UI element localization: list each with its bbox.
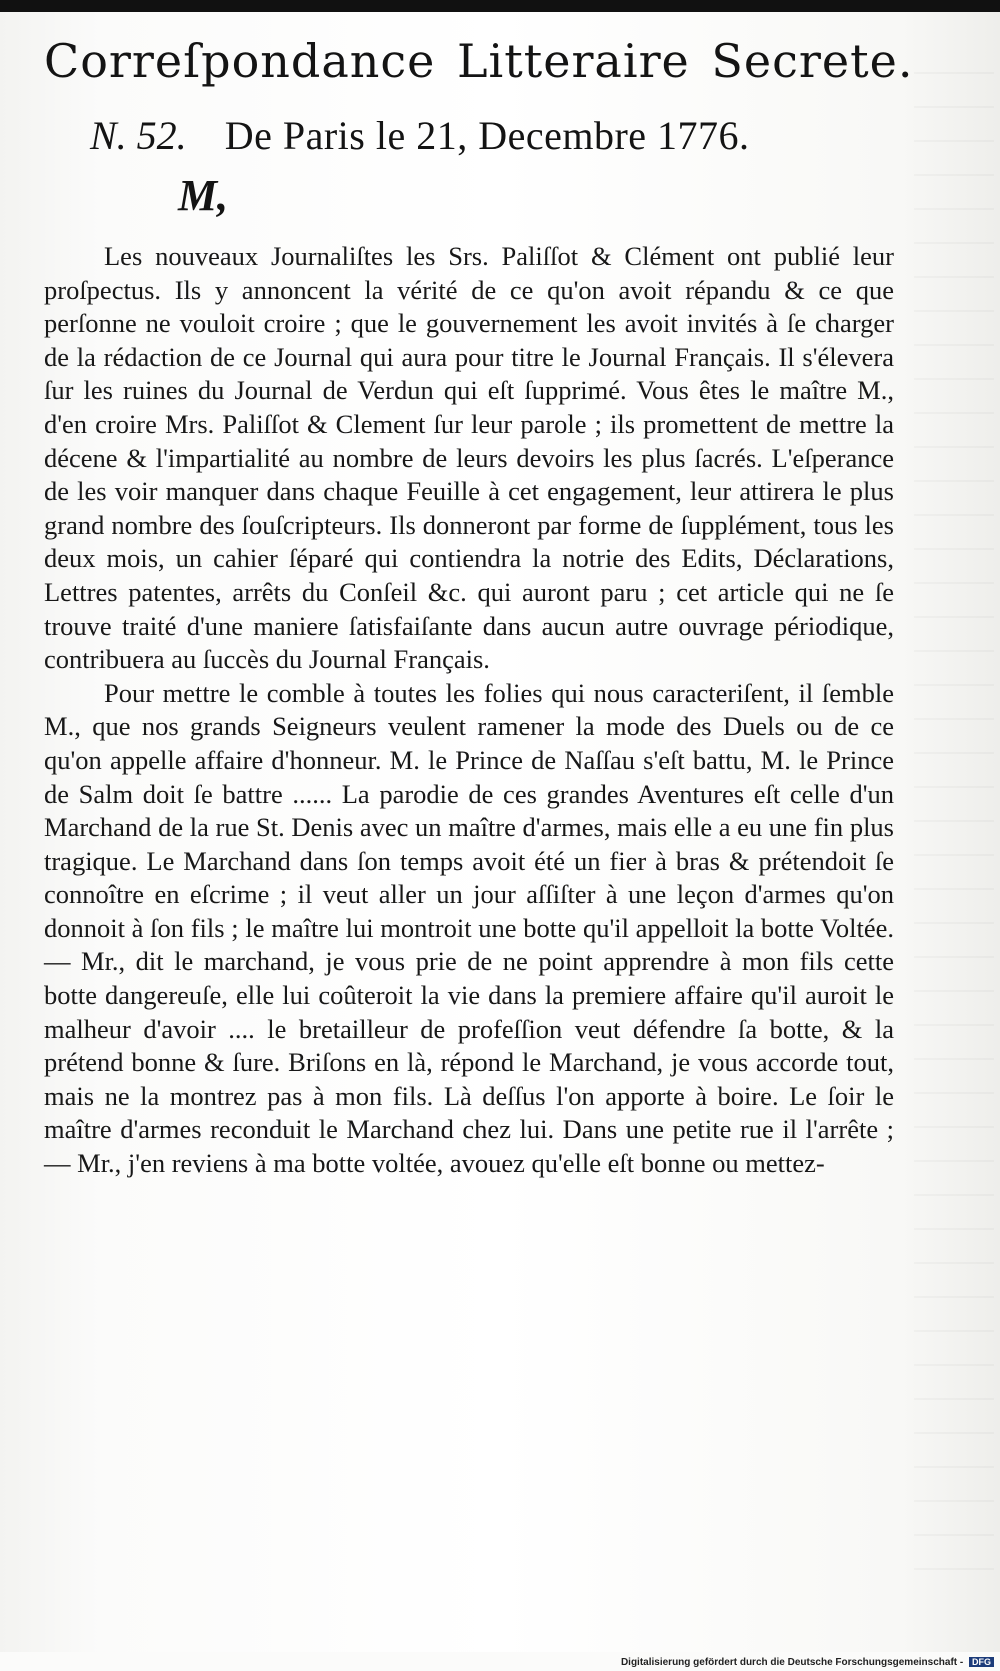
paragraph-journal-francais: Les nouveaux Journaliſtes les Srs. Paliſſot & Clément ont publié leur proſpectus. Ils y annoncent la vérité de ce qu'on avoit répandu & ce que perſonne ne vouloit croire ; que le gouvernement les avoit invités à ſe charger de la rédaction de ce Journal qui aura pour titre le Journal Français. Il s'élevera ſur les ruines du Journal de Verdun qui eſt ſupprimé. Vous êtes le maître M., d'en croire Mrs. Paliſſot & Clement ſur leur parole ; ils promettent de mettre la décene & l'impartialité au nombre de leurs devoirs les plus ſacrés. L'eſperance de les voir manquer dans chaque Feuille à cet engagement, leur attirera le plus grand nombre des ſouſcripteurs. Ils donneront par forme de ſupplément, tous les deux mois, un cahier ſéparé qui contiendra la notrie des Edits, Déclarations, Lettres patentes, arrêts du Conſeil &c. qui auront paru ; cet article qui ne ſe trouve traité d'une maniere ſatisfaiſante dans aucun autre ouvrage périodique, contribuera au ſuccès du Journal Français.: [44, 241, 894, 675]
newsletter-page: [0, 12, 1000, 1652]
digitization-credit: [621, 1657, 994, 1668]
salutation: M,: [178, 171, 229, 220]
credit-text: Digitalisierung gefördert durch die Deutsche Forschungsgemeinschaft -: [620, 1657, 964, 1668]
dfg-logo: DFG: [969, 1657, 994, 1667]
issue-number: N. 52.: [90, 113, 187, 158]
scan-top-border: [0, 0, 1000, 12]
issue-dateline: [90, 112, 890, 159]
place-and-date: De Paris le 21, Decembre 1776.: [224, 113, 750, 158]
article-body: [44, 240, 894, 1181]
bleed-through-shadow: [914, 72, 994, 1572]
masthead-title: Correſpondance Litteraire Secrete.: [44, 34, 914, 88]
paragraph-duels: Pour mettre le comble à toutes les folies qui nous caracteriſent, il ſemble M., que nos grands Seigneurs veulent ramener la mode des Duels ou de ce qu'on appelle affaire d'honneur. M. le Prince de Naſſau s'eſt battu, M. le Prince de Salm doit ſe battre ...... La parodie de ces grandes Aventures eſt celle d'un Marchand de la rue St. Denis avec un maître d'armes, mais elle a eu une fin plus tragique. Le Marchand dans ſon temps avoit été un fier à bras & prétendoit ſe connoître en eſcrime ; il veut aller un jour aſſiſter à une leçon d'armes qu'on donnoit à ſon fils ; le maître lui montroit une botte qu'il appelloit la botte Voltée. — Mr., dit le marchand, je vous prie de ne point apprendre à mon fils cette botte dangereuſe, elle lui coûteroit la vie dans la premiere affaire qu'il auroit le malheur d'avoir .... le bretailleur de profeſſion veut défendre ſa botte, & la prétend bonne & ſure. Briſons en là, répond le Marchand, je vous accorde tout, mais ne la montrez pas à mon fils. Là deſſus l'on apporte à boire. Le ſoir le maître d'armes reconduit le Marchand chez lui. Dans une petite rue il l'arrête ; — Mr., j'en reviens à ma botte voltée, avouez qu'elle eſt bonne ou mettez-: [44, 677, 894, 1179]
